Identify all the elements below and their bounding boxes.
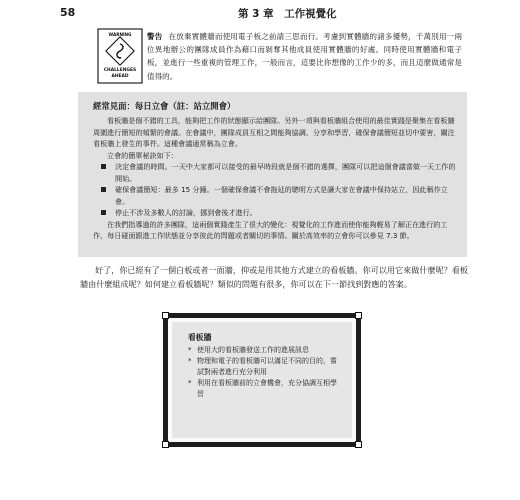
board-corner — [162, 312, 169, 319]
board-title: 看板牆 — [188, 333, 212, 342]
warning-sign-line-1: WARNING — [108, 32, 132, 37]
board-surface — [172, 322, 352, 438]
list-item: 確保會議簡短：最多 15 分鐘。一個確保會議不會拖延的聰明方式是讓大家在會議中保持站立，因此稱作立會。 — [101, 184, 457, 207]
sidebar-title: 經常見面：每日立會（註：站立開會） — [93, 101, 236, 111]
square-bullet-icon — [101, 164, 106, 169]
warning-label: 警告 — [147, 32, 163, 41]
list-item: 決定會議的時間。一天中大家都可以接受的最早時段就是個不錯的選擇，團隊可以把這個會議當做一天工作的開始。 — [101, 161, 457, 184]
warning-sign-line-2: CHALLENGES — [103, 68, 137, 73]
board-list — [188, 345, 342, 400]
chapter-title: 第 3 章 工作視覺化 — [238, 8, 337, 20]
sidebar-conclusion: 在我們指導過的許多團隊，這兩個實踐產生了很大的變化：視覺化的工作進而使你能夠輕易了解正在進行的工作，每日碰面跟進工作狀態並分享彼此的問題或者關切的事情。關於高效率的立會你可以參見 7.3 節。 — [93, 219, 448, 240]
sidebar-tips-lead: 立會的簡單秘訣如下： — [107, 150, 178, 160]
body-paragraph: 好了，你已經有了一個白板或者一面牆，抑或是用其他方式建立的看板牆。你可以用它來做什麼呢？看板牆由什麼組成呢？如何建立看板牆呢？類似的問題有很多，你可以在下一節找到對應的答案。 — [80, 265, 468, 289]
list-item: * 利用在看板牆前的立會機會，充分協調互相學習 — [188, 379, 337, 398]
board-corner — [355, 312, 362, 319]
page-number: 58 — [60, 6, 76, 19]
asterisk-bullet: * — [188, 357, 192, 365]
warning-sign-icon — [97, 28, 143, 84]
page-header — [60, 6, 480, 22]
sidebar-tips-list — [101, 161, 457, 219]
summary-whiteboard — [163, 313, 361, 447]
warning-body: 在放棄實體牆而使用電子板之前請三思而行。考慮到實體牆的諸多優勢，千萬別用一兩位異地辦公的團隊成員作為藉口而剝奪其他成員使用實體牆的好處。同時使用實體牆和電子板，並進行一些重複的管理工作，一般而言，這要比你想像的工作少的多，而且這麼做通常是值得的。 — [147, 32, 463, 81]
asterisk-bullet: * — [188, 346, 192, 354]
square-bullet-icon — [101, 187, 106, 192]
standup-sidebar — [78, 92, 467, 257]
sidebar-intro: 看板牆是個不錯的工具，能夠把工作的狀態顯示給團隊。另外一項與看板牆組合使用的最佳實踐是聚集在看板牆周圍進行簡短的頻繁的會議。在會議中，團隊成員互相之間能夠協調、分享和學習，確保會議簡短並切中要害，關注看板牆上發生的事件。這種會議通常稱為立會。 — [93, 116, 455, 148]
warning-note — [147, 30, 462, 83]
square-bullet-icon — [101, 210, 106, 215]
list-item: 停止不涉及多數人的討論，挪到會後才進行。 — [101, 207, 457, 219]
warning-sign-line-3: AHEAD — [111, 74, 129, 79]
board-corner — [162, 441, 169, 448]
list-item: * 使用大的看板牆發送工作的進展訊息 — [188, 346, 309, 354]
board-corner — [355, 441, 362, 448]
asterisk-bullet: * — [188, 379, 192, 387]
list-item: * 物理和電子的看板牆可以滿足不同的目的，嘗試對兩者進行充分利用 — [188, 357, 337, 376]
